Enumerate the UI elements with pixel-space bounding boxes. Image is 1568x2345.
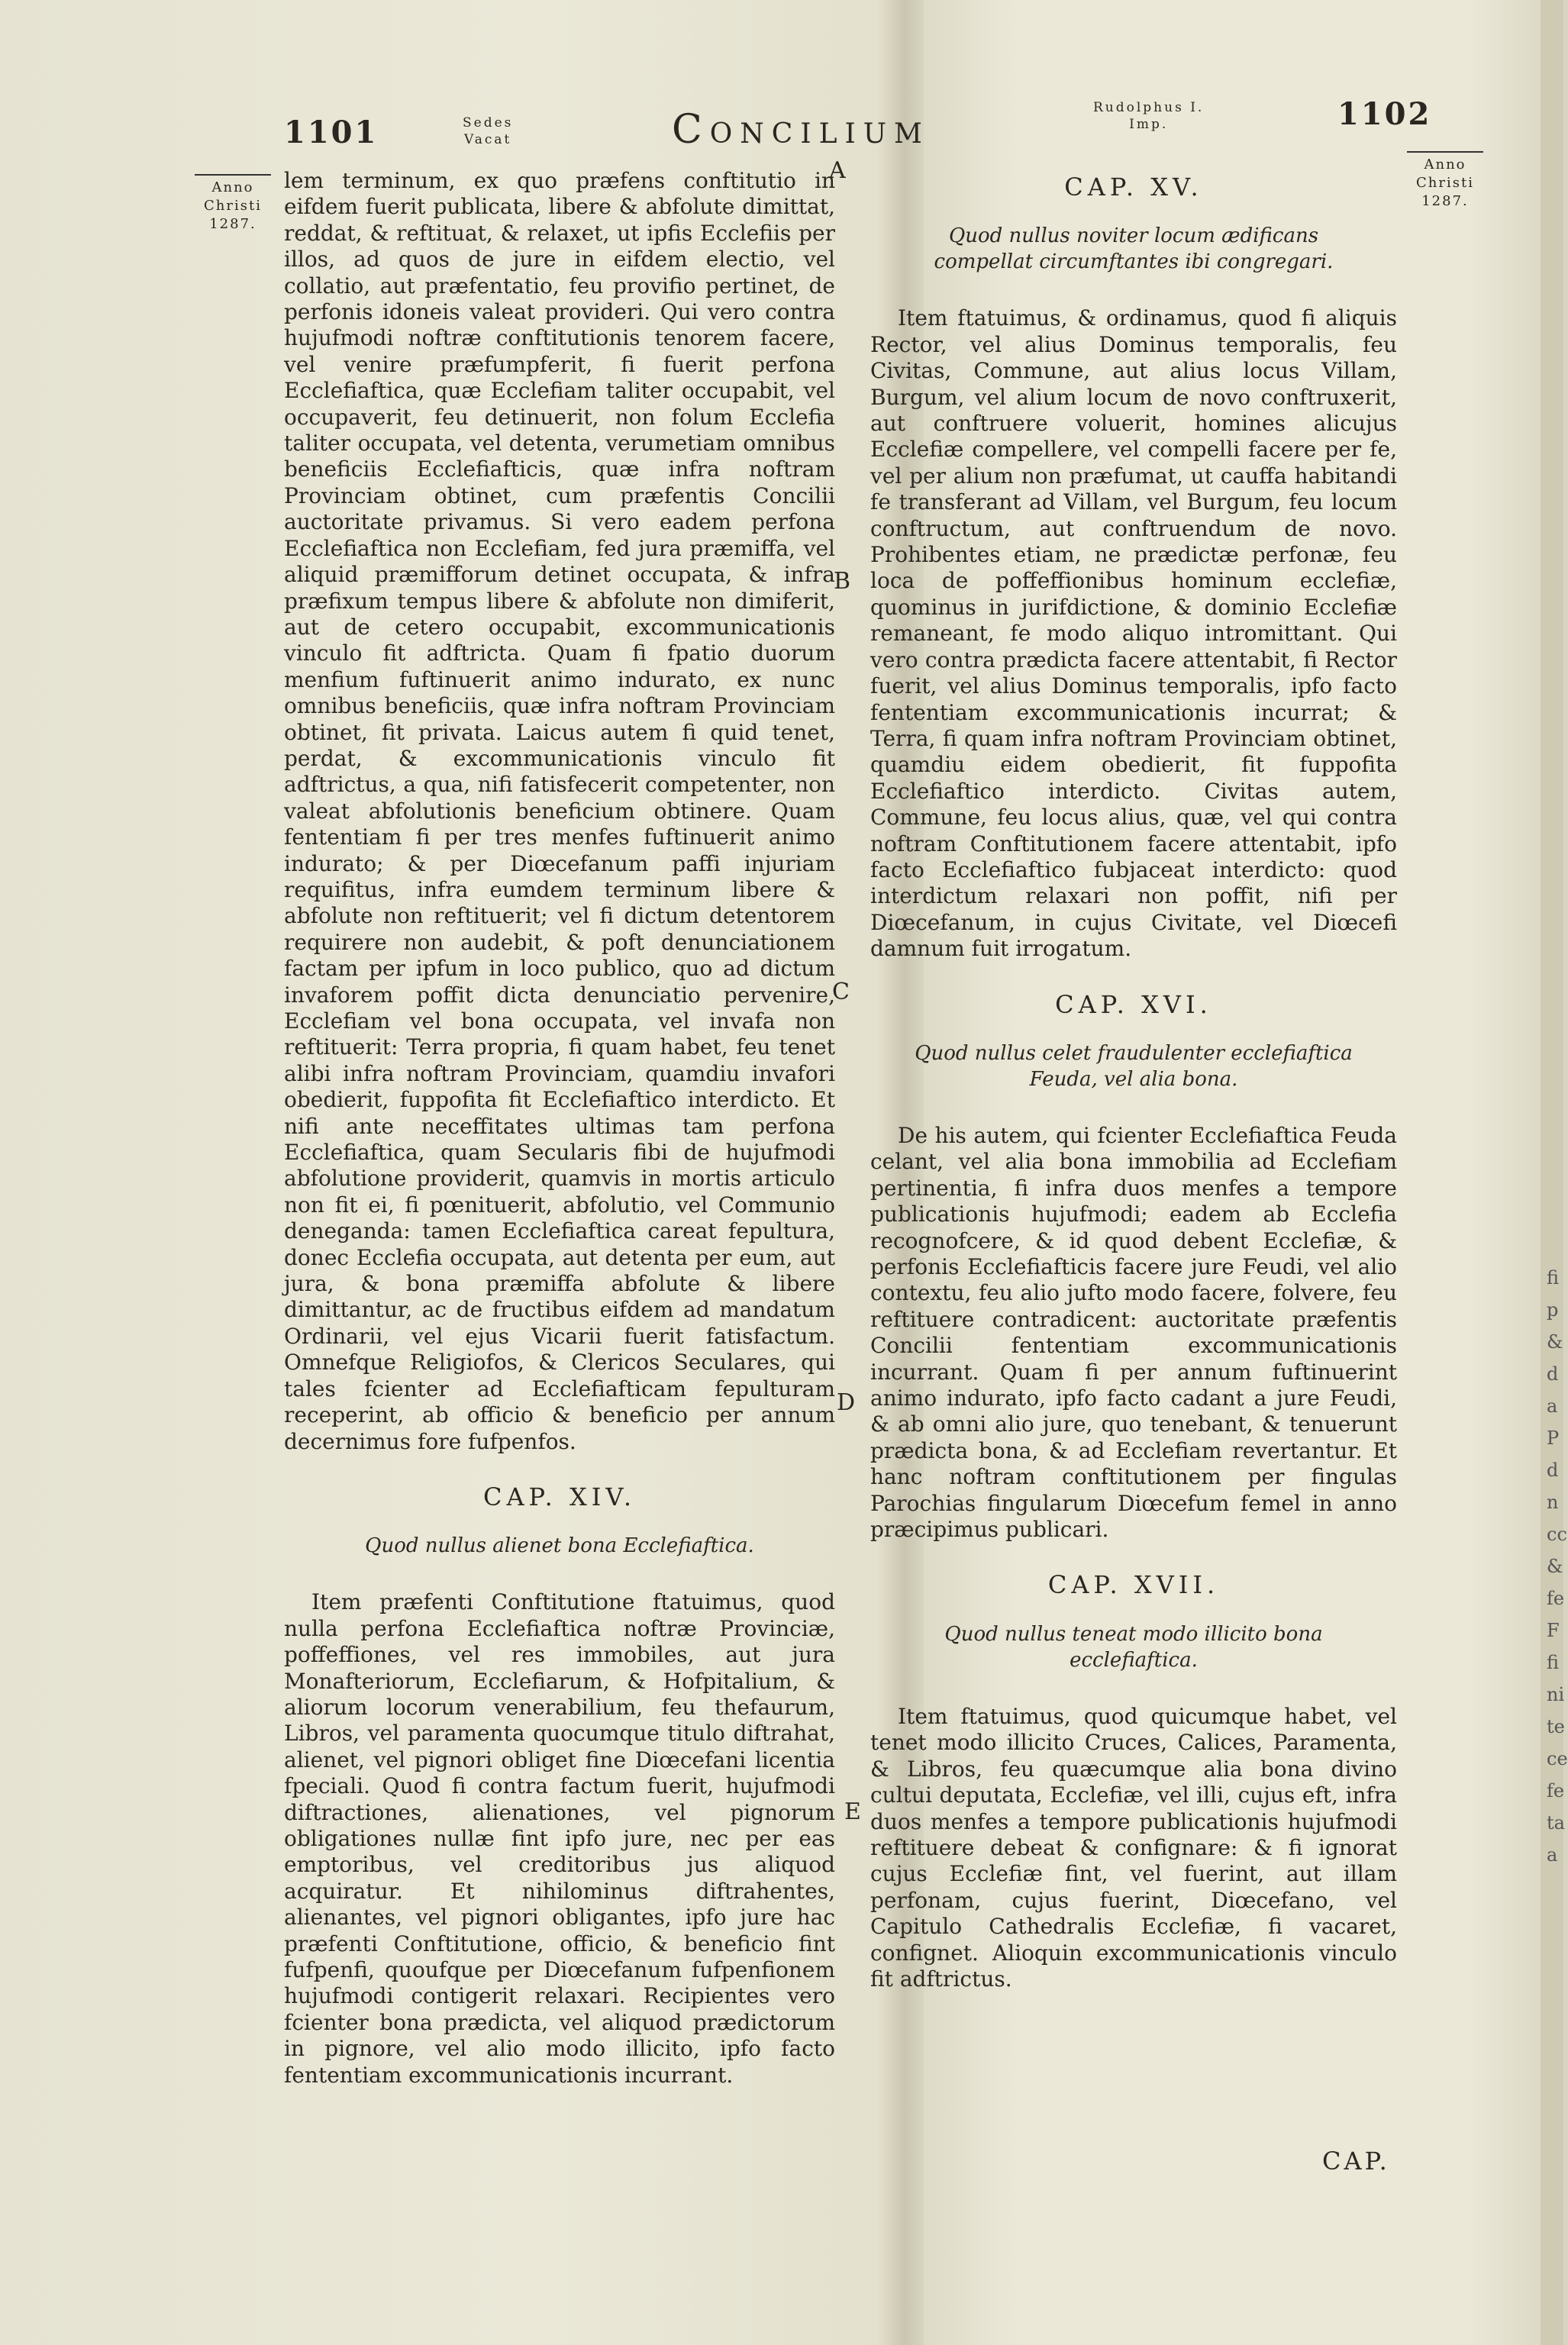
chapter-summary-xvii: Quod nullus teneat modo illicito bona ecclefiaftica.	[944, 1622, 1323, 1672]
next-page-edge	[1541, 0, 1563, 2345]
edge-fragment: te	[1547, 1716, 1565, 1737]
edge-fragment: ce	[1547, 1748, 1568, 1769]
edge-fragment: p	[1547, 1299, 1559, 1321]
margin-letter-a: A	[829, 157, 846, 184]
margin-rule	[1407, 151, 1483, 153]
edge-fragment: a	[1547, 1844, 1558, 1866]
chapter-summary-xvi: Quod nullus celet fraudulenter ecclefiaftica Feuda, vel alia bona.	[915, 1041, 1353, 1091]
edge-fragment: d	[1547, 1460, 1559, 1481]
page-number-left: 1101	[284, 115, 379, 150]
chapter-heading-xvii: CAP. XVII.	[1047, 1570, 1220, 1600]
edge-fragment: &	[1547, 1556, 1563, 1577]
edge-fragment: ta	[1547, 1812, 1565, 1834]
edge-fragment: a	[1547, 1395, 1558, 1417]
edge-fragment: d	[1547, 1363, 1559, 1385]
edge-fragment: fe	[1547, 1780, 1565, 1801]
chapter-heading-xvi: CAP. XVI.	[1055, 989, 1212, 1019]
chapter-text-xvi: De his autem, qui fcienter Ecclefiaftica Feuda celant, vel alia bona immobilia ad Ecclefiam pertinentia, fi infra duos menfes a tempore publicationis hujufmodi; eadem ab Ecclefia recognofcere, & id quod debent Ecclefiæ, & perfonis Ecclefiafticis facere jure Feudi, vel alio contextu, feu alio jufto modo facere, folvere, feu reftituere contradicent: auctoritate præfentis Concilii fententiam excommunicationis incurrant. Quam fi per annum fuftinuerint animo indurato, ipfo facto cadant a jure Feudi, & ab omni alio jure, quo tenebant, & tenuerunt prædicta bona, & ad Ecclefiam revertantur. Et hanc noftram conftitutionem per fingulas Parochias fingularum Diœcefum femel in anno præcipimus publicari.	[870, 1122, 1397, 1543]
edge-fragment: F	[1547, 1620, 1560, 1641]
chapter-heading-xv: CAP. XV.	[1064, 173, 1203, 202]
edge-fragment: cc	[1547, 1524, 1567, 1545]
edge-fragment: P	[1547, 1427, 1560, 1449]
edge-fragment: ni	[1547, 1684, 1565, 1705]
continued-paragraph: lem terminum, ex quo præfens conftitutio in eifdem fuerit publicata, libere & abfolute dimittat, reddat, & reftituat, & relaxet, ut ipfis Ecclefiis per illos, ad quos de jure in eifdem electio, vel collatio, aut præfentatio, feu provifio pertinet, de perfonis idoneis valeat provideri. Qui vero contra hujufmodi noftræ conftitutionis tenorem facere, vel venire præfumpferit, fi fuerit perfona Ecclefiaftica, quæ Ecclefiam taliter occupabit, vel occupaverit, feu detinuerit, non folum Ecclefia taliter occupata, vel detenta, verumetiam omnibus beneficiis Ecclefiafticis, quæ infra noftram Provinciam obtinet, cum præfentis Concilii auctoritate privamus. Si vero eadem perfona Ecclefiaftica non Ecclefiam, fed jura præmiffa, vel aliquid præmifforum detinet occupata, & infra præfixum tempus libere & abfolute non dimiferit, aut de cetero occupabit, excommunicationis vinculo fit adftricta. Quam fi fpatio duorum menfium fuftinuerit animo indurato, ex nunc omnibus beneficiis, quæ infra noftram Provinciam obtinet, fit privata. Laicus autem fi quid tenet, perdat, & excommunicationis vinculo fit adftrictus, a qua, nifi fatisfecerit competenter, non valeat abfolutionis beneficium obtinere. Quam fententiam fi per tres menfes fuftinuerit animo indurato; & per Diœcefanum paffi injuriam requifitus, infra eumdem terminum libere & abfolute non reftituerit; vel fi dictum detentorem requirere non audebit, & poft denunciationem factam per ipfum in loco publico, quo ad dictum invaforem poffit dicta denunciatio pervenire, Ecclefiam vel bona occupata, vel invafa non reftituerit: Terra propria, fi quam habet, feu tenet alibi infra noftram Provinciam, quamdiu invafori obedierit, fuppofita fit Ecclefiaftico interdicto. Et nifi ante neceffitates ultimas tam perfona Ecclefiaftica, quam Secularis fibi de hujufmodi abfolutione providerit, quamvis in mortis articulo non fit ei, fi pœnituerit, abfolutio, vel Communio deneganda: tamen Ecclefiaftica careat fepultura, donec Ecclefia occupata, aut detenta per eum, aut jura, & bona præmiffa abfolute & libere dimittantur, ac de fructibus eifdem ad mandatum Ordinarii, vel ejus Vicarii fuerit fatisfactum. Omnefque Religiofos, & Clericos Seculares, qui tales fcienter ad Ecclefiafticam fepulturam receperint, ab officio & beneficio per annum decernimus fore fufpenfos.	[284, 168, 835, 1454]
catchword: CAP.	[1322, 2147, 1390, 2176]
edge-fragment: n	[1547, 1492, 1559, 1513]
edge-fragment: fi	[1547, 1267, 1560, 1289]
chapter-text-xvii: Item ftatuimus, quod quicumque habet, vel tenet modo illicito Cruces, Calices, Paramenta, & Libros, feu quæcumque alia bona divino cultui deputata, Ecclefiæ, vel illi, cujus eft, infra duos menfes a tempore publicationis hujufmodi reftituere debeat & confignare: & fi ignorat cujus Ecclefiæ fint, vel fuerint, aut illam perfonam, cujus fuerint, Diœcefano, vel Capitulo Cathedralis Ecclefiæ, fi vacaret, confignet. Alioquin excommunicationis vinculo fit adftrictus.	[870, 1703, 1397, 1992]
margin-letter-b: B	[834, 568, 851, 595]
left-text-column	[284, 168, 835, 2089]
running-title: Concilium	[672, 107, 930, 153]
chapter-text-xiv: Item præfenti Conftitutione ftatuimus, quod nulla perfona Ecclefiaftica noftræ Provinciæ, poffeffiones, vel res immobiles, aut jura Monafteriorum, Ecclefiarum, & Hofpitalium, & aliorum locorum venerabilium, feu thefaurum, Libros, vel paramenta quocumque titulo diftrahat, alienet, vel pignori obliget fine Diœcefani licentia fpeciali. Quod fi contra factum fuerit, hujufmodi diftractiones, alienationes, vel pignorum obligationes nullæ fint ipfo jure, nec per eas emptoribus, vel creditoribus jus aliquod acquiratur. Et nihilominus diftrahentes, alienantes, vel pignori obligantes, ipfo jure hac præfenti Conftitutione, officio, & beneficio fint fufpenfi, quoufque per Diœcefanum fufpenfionem hujufmodi contigerit relaxari. Recipientes vero fcienter bona prædicta, vel aliquod prædictorum in pignore, vel alio modo illicito, ipfo facto fententiam excommunicationis incurrant.	[284, 1589, 835, 2088]
anno-christi-right: Anno Christi 1287.	[1403, 151, 1487, 211]
chapter-summary-xv: Quod nullus noviter locum ædificans compellat circumftantes ibi congregari.	[934, 224, 1334, 274]
rudolphus-label: Rudolphus I. Imp.	[1093, 100, 1205, 132]
sedes-vacat-label: Sedes Vacat	[463, 115, 514, 147]
edge-fragment: fe	[1547, 1588, 1565, 1609]
right-text-column	[870, 174, 1397, 1992]
edge-fragment: fi	[1547, 1652, 1560, 1673]
margin-letter-c: C	[832, 979, 850, 1005]
chapter-text-xv: Item ftatuimus, & ordinamus, quod fi aliquis Rector, vel alius Dominus temporalis, feu Civitas, Commune, aut alius locus Villam, Burgum, vel alium locum de novo conftruxerit, aut conftruere voluerit, homines alicujus Ecclefiæ compellere, vel compelli facere per fe, vel per alium non præfumat, ut cauffa habitandi fe transferant ad Villam, vel Burgum, feu locum conftructum, aut conftruendum de novo. Prohibentes etiam, ne prædictæ perfonæ, feu loca de poffeffionibus hominum ecclefiæ, quominus in jurifdictione, & dominio Ecclefiæ remaneant, fe modo aliquo intromittant. Qui vero contra prædicta facere attentabit, fi Rector fuerit, vel alius Dominus temporalis, ipfo facto fententiam excommunicationis incurrat; & Terra, fi quam infra noftram Provinciam obtinet, quamdiu eidem obedierit, fit fuppofita Ecclefiaftico interdicto. Civitas autem, Commune, feu locus alius, quæ, vel qui contra noftram Conftitutionem facere attentabit, ipfo facto Ecclefiaftico fubjaceat interdicto: quod interdictum relaxari non poffit, nifi per Diœcefanum, in cujus Civitate, vel Diœcefi damnum fuit irrogatum.	[870, 305, 1397, 962]
margin-letter-d: D	[837, 1389, 856, 1416]
edge-fragment: &	[1547, 1331, 1563, 1353]
chapter-heading-xiv: CAP. XIV.	[482, 1482, 637, 1511]
margin-rule	[195, 174, 271, 176]
anno-christi-left: Anno Christi 1287.	[191, 174, 275, 234]
chapter-summary-xiv: Quod nullus alienet bona Ecclefiaftica.	[365, 1534, 754, 1558]
page-number-right: 1102	[1337, 96, 1432, 132]
margin-letter-e: E	[844, 1798, 861, 1825]
